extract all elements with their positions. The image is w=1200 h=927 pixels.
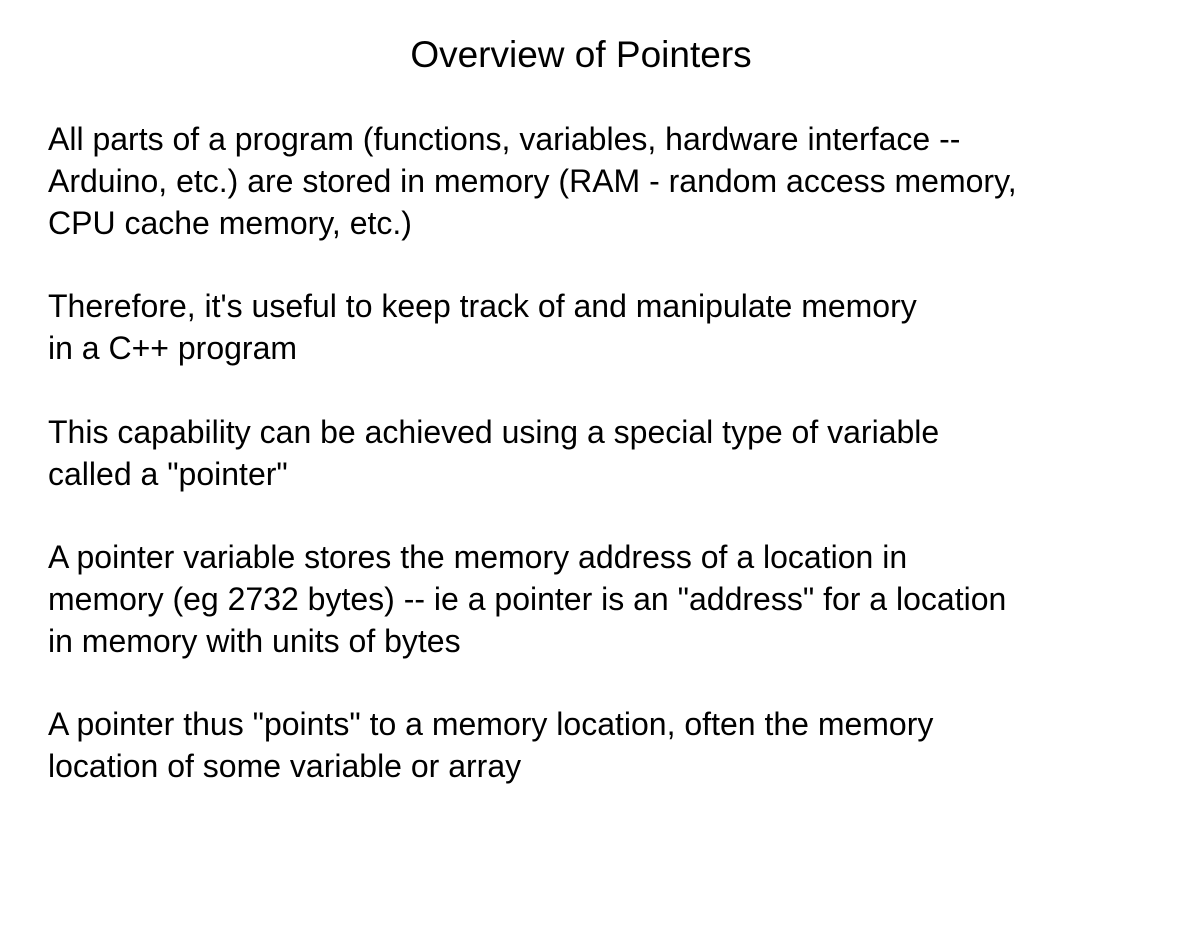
paragraph-line: All parts of a program (functions, variables, hardware interface -- — [48, 121, 961, 157]
paragraph-line: Therefore, it's useful to keep track of and manipulate memory — [48, 288, 917, 324]
paragraph-line: A pointer variable stores the memory address of a location in — [48, 539, 908, 575]
paragraph-memory-storage — [48, 118, 1188, 244]
paragraph-pointer-address — [48, 536, 1188, 662]
paragraph-line: This capability can be achieved using a special type of variable — [48, 414, 940, 450]
paragraph-line: in memory with units of bytes — [48, 623, 461, 659]
paragraph-line: Arduino, etc.) are stored in memory (RAM - random access memory, — [48, 163, 1017, 199]
paragraph-pointer-capability — [48, 411, 1188, 495]
slide-title: Overview of Pointers — [410, 34, 752, 75]
paragraph-manipulate-memory — [48, 285, 1188, 369]
paragraph-line: A pointer thus "points" to a memory location, often the memory — [48, 706, 934, 742]
paragraph-line: called a "pointer" — [48, 456, 288, 492]
paragraph-line: memory (eg 2732 bytes) -- ie a pointer is an "address" for a location — [48, 581, 1007, 617]
paragraph-line: in a C++ program — [48, 330, 298, 366]
paragraph-line: location of some variable or array — [48, 748, 522, 784]
paragraph-line: CPU cache memory, etc.) — [48, 205, 412, 241]
paragraph-pointer-points — [48, 703, 1188, 787]
